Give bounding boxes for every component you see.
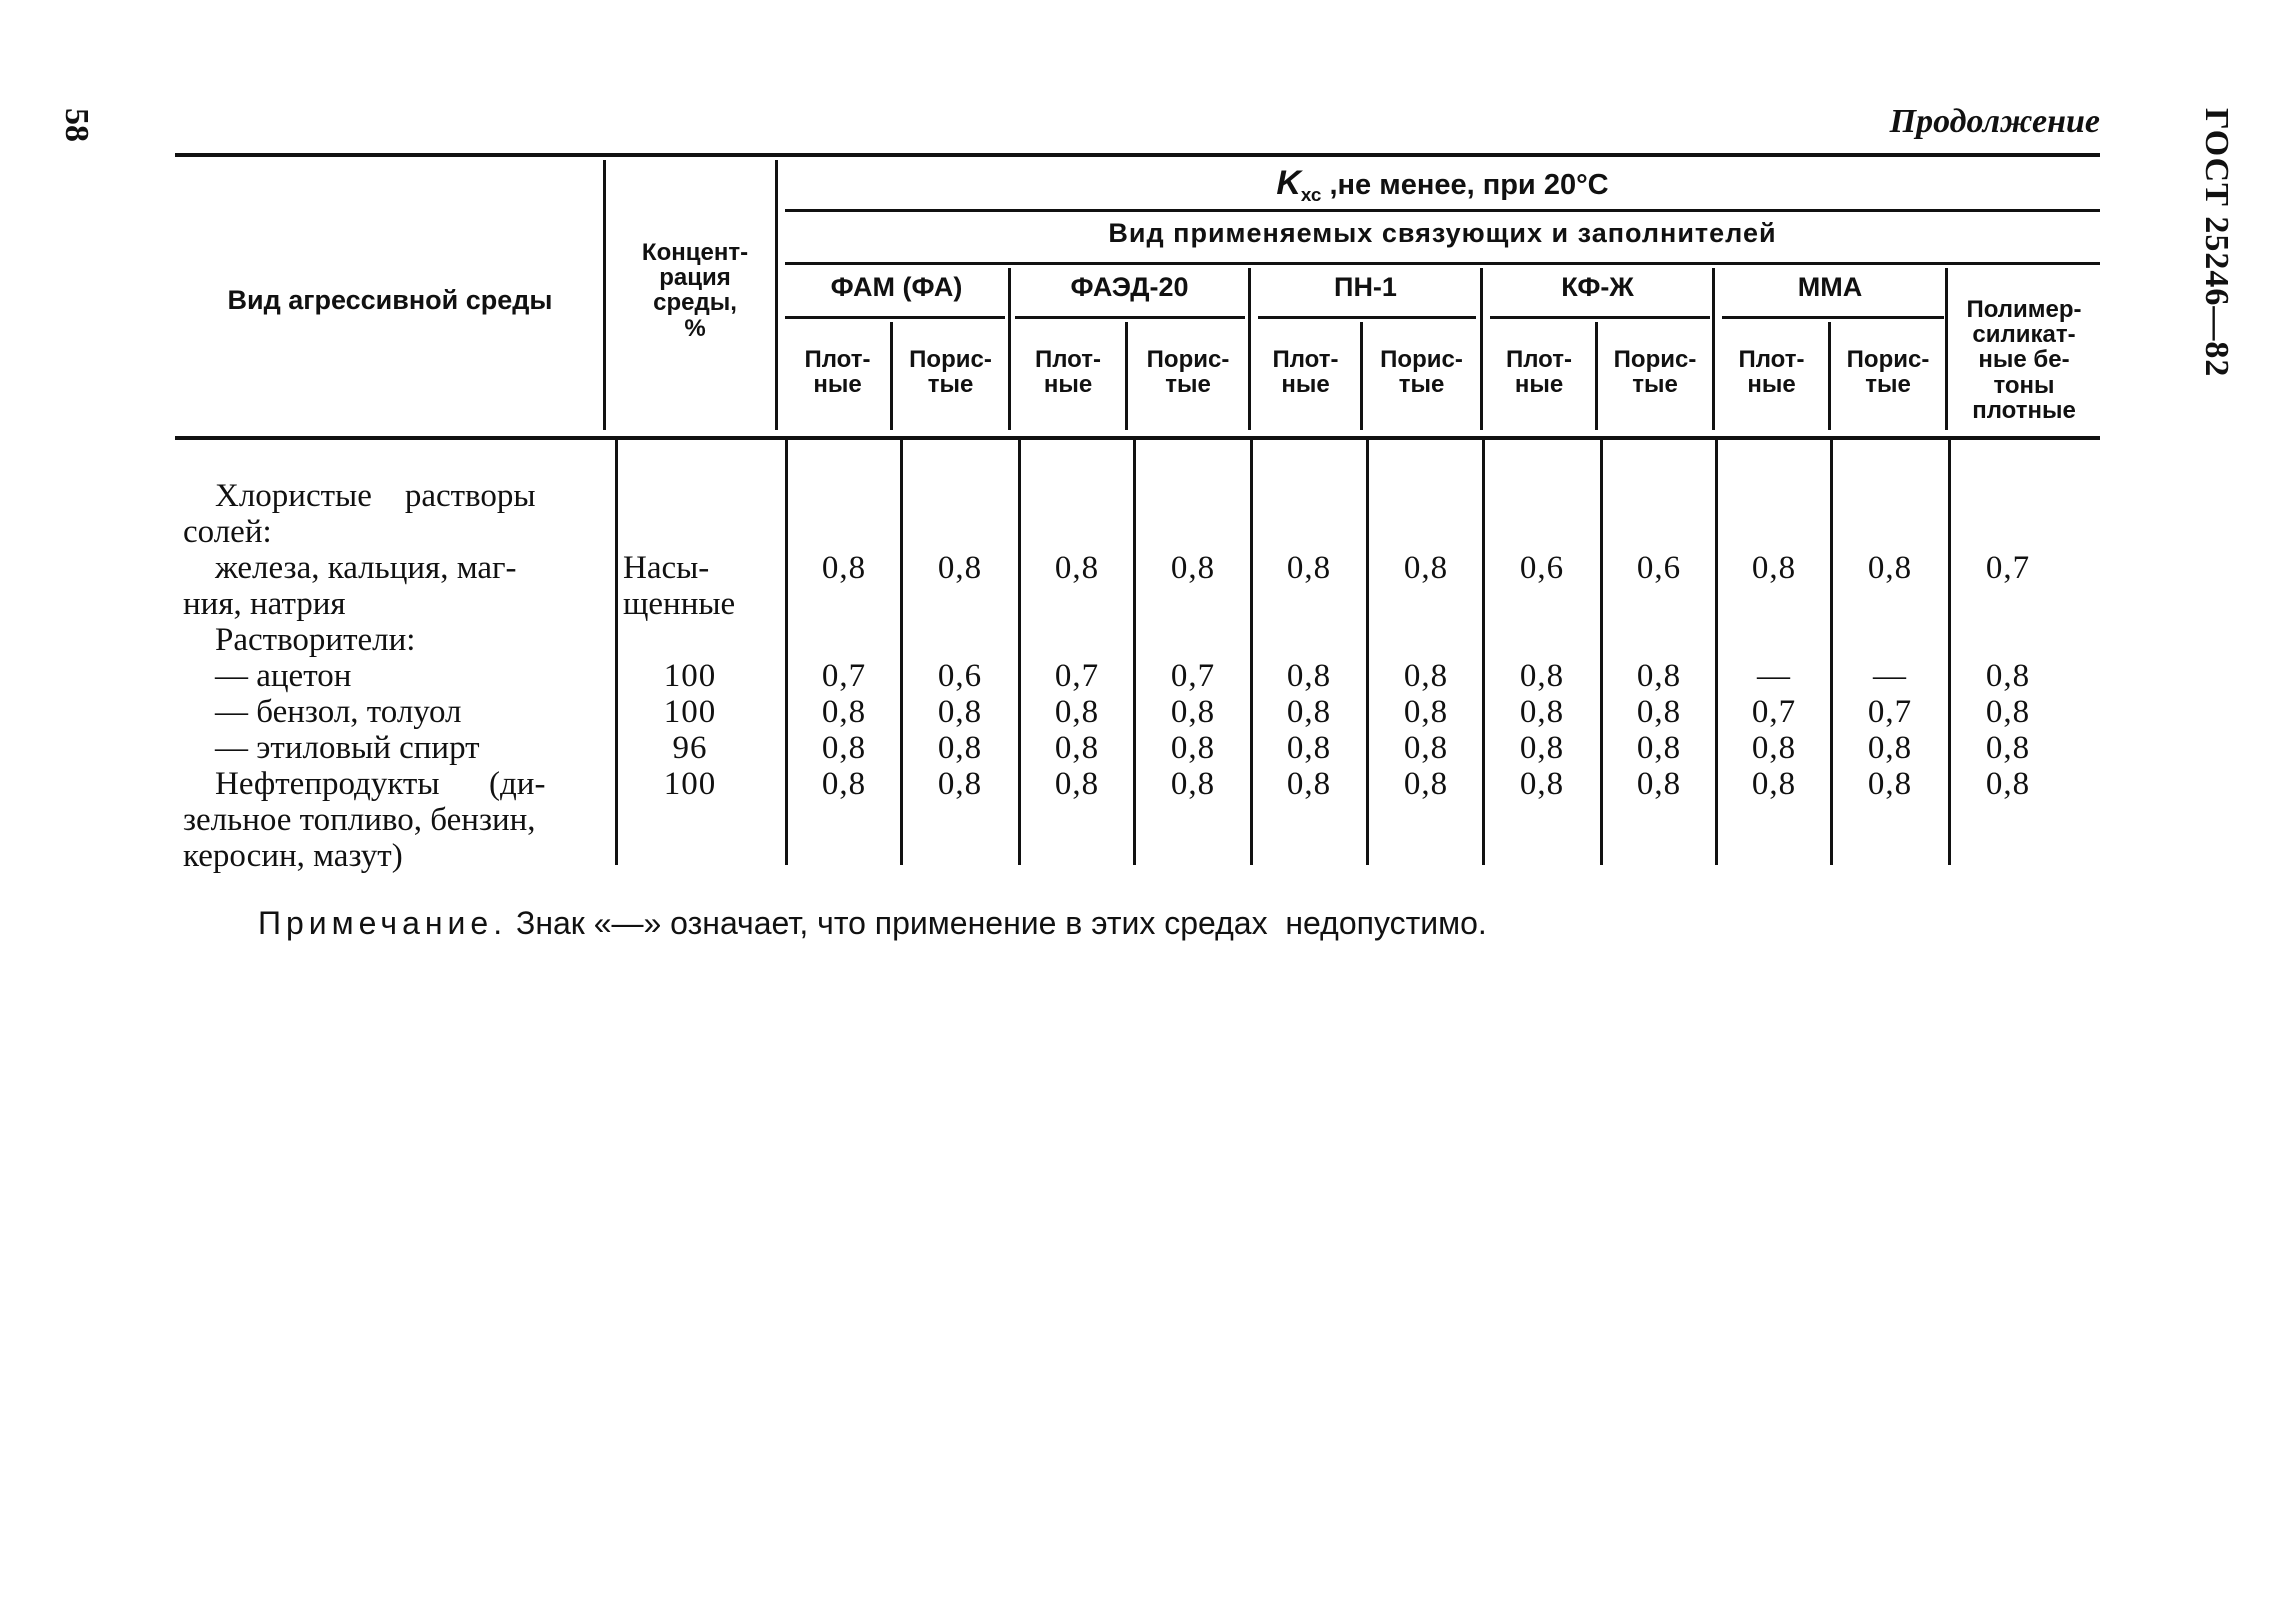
value-cell: 0,8 [1286,550,1332,586]
value-cell: 0,8 [1403,658,1449,694]
header-vline-medium [603,160,606,430]
value-cell: 0,7 [1751,694,1797,730]
body-vline-3 [1018,440,1021,865]
value-cell: 0,6 [937,658,983,694]
table-note [258,905,1487,942]
header-binders: Вид применяемых связующих и заполнителей [1108,218,1777,248]
header-concentration: Концент- рация среды, % [641,239,749,342]
note-text: Знак «—» означает, что применение в этих средах недопустимо. [507,905,1487,941]
value-cell: 0,8 [1751,550,1797,586]
sub-porous-3: Порис- тые [1380,346,1463,399]
kxc-symbol: K [1276,164,1301,202]
value-cell: — [1757,658,1791,694]
value-cell: 0,6 [1519,550,1565,586]
body-vline-5 [1250,440,1253,865]
concentration-acetone: 100 [663,658,717,694]
sub-dense-3: Плот- ные [1272,346,1339,399]
header-vline-concentration [775,160,778,430]
value-cell: 0,8 [1985,730,2031,766]
group-mma: ММА [1797,272,1863,302]
sub-porous-1: Порис- тые [909,346,992,399]
medium-ethanol: — этиловый спирт [215,730,480,766]
kxc-rule [785,209,2100,212]
medium-petroleum-line-2: зельное топливо, бензин, [183,802,536,838]
header-polymer-silicate: Полимер- силикат- ные бе- тоны плотные [1966,296,2082,424]
value-cell: 0,8 [1985,658,2031,694]
value-cell: 0,8 [821,730,867,766]
concentration-saturated-1: Насы- [623,550,710,586]
medium-benzene-toluene: — бензол, толуол [215,694,462,730]
table-top-rule [175,153,2100,157]
body-vline-7 [1482,440,1485,865]
sub-dense-1: Плот- ные [804,346,871,399]
value-cell: 0,8 [1054,766,1100,802]
value-cell: 0,8 [1170,550,1216,586]
value-cell: 0,8 [1636,658,1682,694]
header-bottom-rule [175,436,2100,440]
group-rule-1 [785,316,1005,319]
value-cell: 0,6 [1636,550,1682,586]
value-cell: 0,8 [1636,694,1682,730]
value-cell: 0,8 [821,694,867,730]
body-vline-11 [1948,440,1951,865]
medium-petroleum-line-3: керосин, мазут) [183,838,403,874]
value-cell: 0,8 [1054,730,1100,766]
medium-chlorides-line-4: ния, натрия [183,586,346,622]
value-cell: 0,8 [1519,658,1565,694]
concentration-benzene: 100 [663,694,717,730]
value-cell: 0,8 [1054,550,1100,586]
group-kfzh: КФ-Ж [1561,272,1634,302]
value-cell: 0,8 [1751,730,1797,766]
body-vline-10 [1830,440,1833,865]
value-cell: 0,8 [1403,694,1449,730]
concentration-petroleum: 100 [663,766,717,802]
medium-chlorides-line-2: солей: [183,514,272,550]
medium-acetone: — ацетон [215,658,352,694]
value-cell: 0,8 [1286,730,1332,766]
value-cell: 0,8 [1519,766,1565,802]
value-cell: 0,7 [1170,658,1216,694]
body-vline-9 [1715,440,1718,865]
value-cell: 0,8 [1286,694,1332,730]
kxc-subscript: хс [1300,183,1322,205]
value-cell: 0,8 [1985,694,2031,730]
value-cell: 0,7 [1867,694,1913,730]
value-cell: 0,8 [1403,730,1449,766]
value-cell: 0,8 [1867,550,1913,586]
value-cell: 0,8 [937,550,983,586]
value-cell: 0,8 [1286,658,1332,694]
value-cell: 0,8 [1985,766,2031,802]
group-pn: ПН-1 [1334,272,1397,302]
concentration-saturated-2: щенные [623,586,736,622]
value-cell: 0,8 [1286,766,1332,802]
medium-petroleum-line-1: Нефтепродукты (ди- [215,766,546,802]
value-cell: 0,7 [821,658,867,694]
value-cell: 0,8 [1636,730,1682,766]
body-vline-1 [785,440,788,865]
body-vline-4 [1133,440,1136,865]
value-cell: 0,8 [1170,730,1216,766]
value-cell: 0,8 [1170,766,1216,802]
sub-porous-5: Порис- тые [1846,346,1930,399]
value-cell: 0,8 [1403,550,1449,586]
group-rule-4 [1490,316,1710,319]
value-cell: 0,8 [1867,766,1913,802]
header-kxc [785,166,2100,205]
sub-dense-2: Плот- ные [1035,346,1101,399]
value-cell: 0,8 [937,694,983,730]
header-medium: Вид агрессивной среды [227,285,553,315]
value-cell: 0,7 [1985,550,2031,586]
body-vline-8 [1600,440,1603,865]
group-faed: ФАЭД-20 [1070,272,1189,302]
sub-dense-4: Плот- ные [1506,346,1572,399]
value-cell: 0,8 [1751,766,1797,802]
value-cell: 0,8 [1867,730,1913,766]
value-cell: 0,8 [1636,766,1682,802]
concentration-ethanol: 96 [672,730,708,766]
value-cell: 0,8 [937,730,983,766]
sub-porous-2: Порис- тые [1146,346,1230,399]
sub-porous-4: Порис- тые [1613,346,1697,399]
body-vline-6 [1366,440,1369,865]
note-label: Примечание. [258,905,508,941]
sub-dense-5: Плот- ные [1738,346,1805,399]
value-cell: 0,8 [1403,766,1449,802]
medium-chlorides-line-3: железа, кальция, маг- [215,550,517,586]
binders-rule [785,262,2100,265]
body-vline-2 [900,440,903,865]
kxc-caption: ,не менее, при 20°С [1321,169,1609,201]
group-rule-2 [1015,316,1245,319]
group-rule-5 [1722,316,1944,319]
value-cell: 0,8 [937,766,983,802]
value-cell: 0,8 [1170,694,1216,730]
value-cell: 0,8 [1519,694,1565,730]
standard-id: ГОСТ 25246—82 [2198,108,2235,378]
body-vline-medium [615,440,618,865]
continuation-label: Продолжение [1889,103,2100,140]
group-rule-3 [1258,316,1476,319]
group-fam: ФАМ (ФА) [830,272,963,302]
value-cell: — [1873,658,1907,694]
value-cell: 0,7 [1054,658,1100,694]
value-cell: 0,8 [1519,730,1565,766]
value-cell: 0,8 [821,766,867,802]
medium-chlorides-line-1: Хлористые растворы [215,478,536,514]
value-cell: 0,8 [1054,694,1100,730]
value-cell: 0,8 [821,550,867,586]
medium-solvents-heading: Растворители: [215,622,416,658]
page-number: 58 [58,108,95,142]
